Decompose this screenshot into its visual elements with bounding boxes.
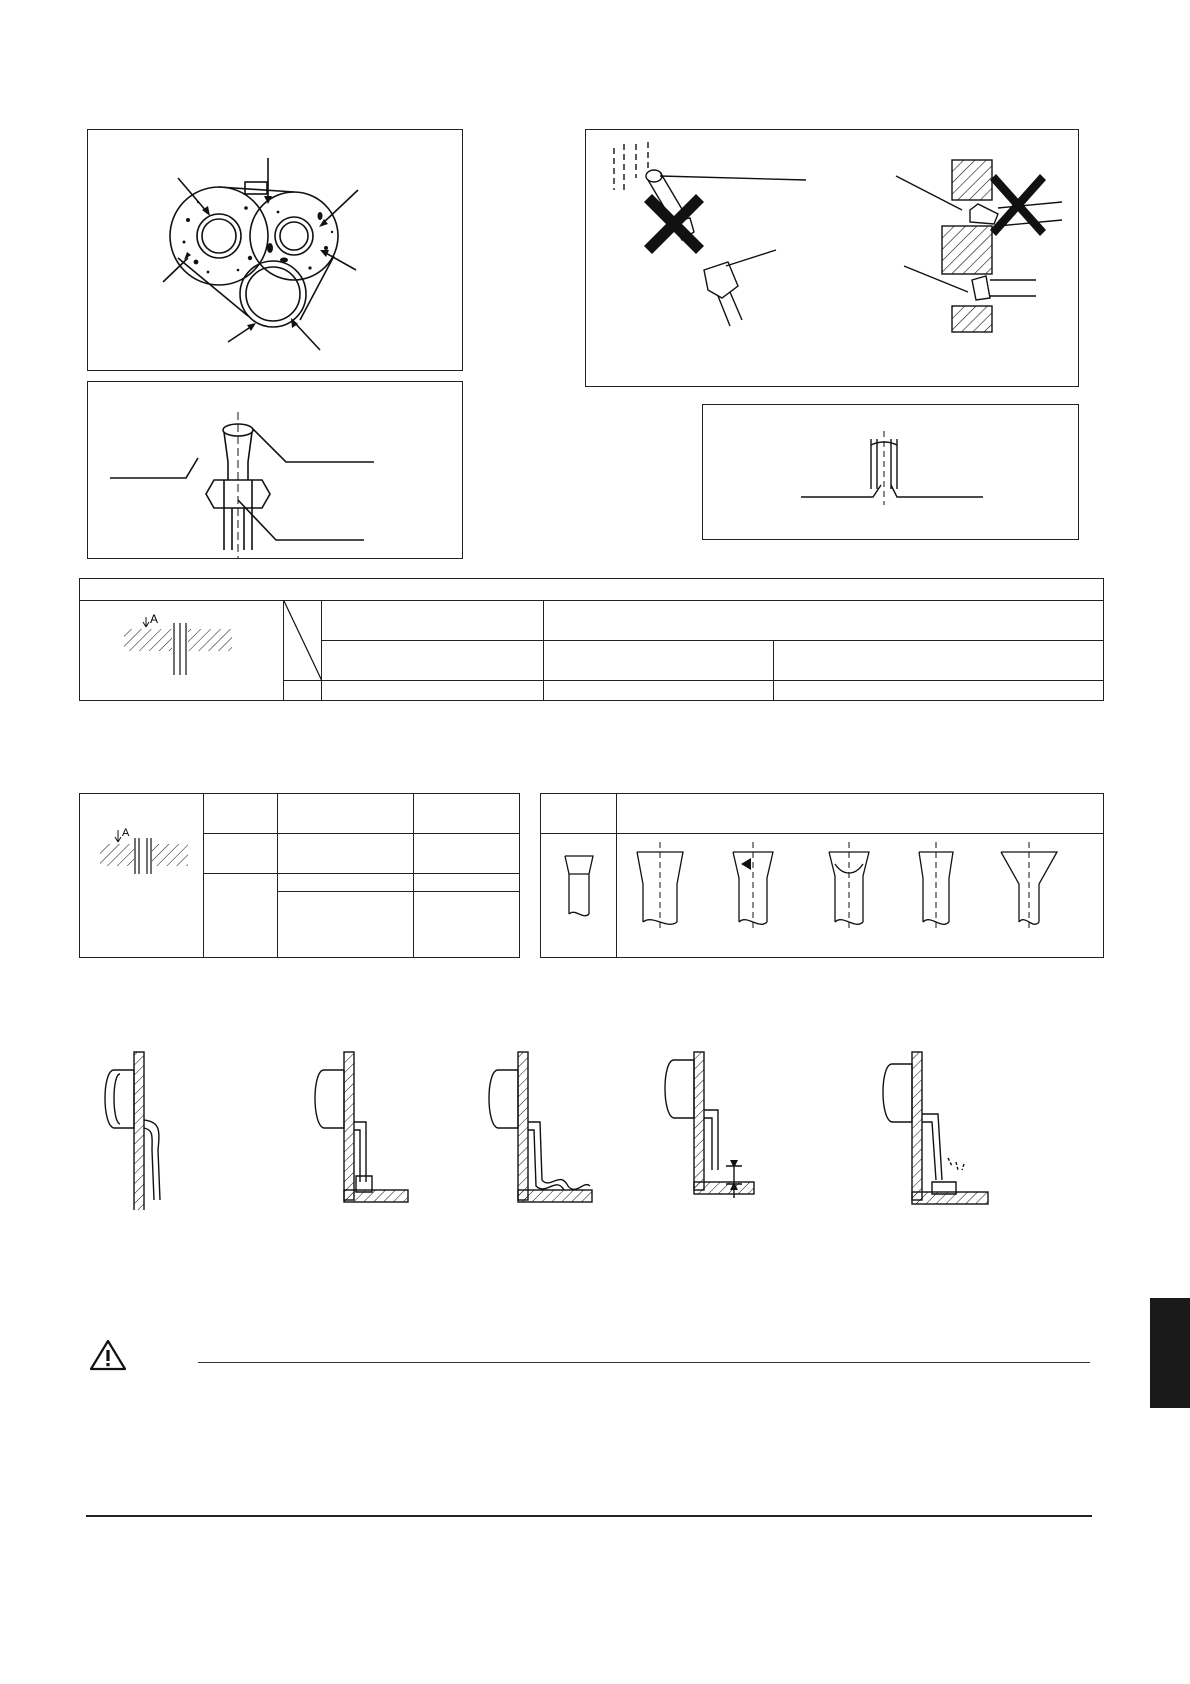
dimension-a-diagram-cell-2 (80, 794, 204, 958)
warning-divider (198, 1362, 1090, 1363)
pipe-cut-figure (702, 404, 1079, 540)
correct-flare-drawing (541, 834, 617, 958)
dimension-a-diagram-cell (80, 601, 284, 701)
warning-triangle-icon (88, 1338, 128, 1372)
dimension-a-label: A (150, 612, 159, 626)
footer-rule (86, 1515, 1092, 1517)
pipe-cut-drawing (703, 405, 1080, 541)
diagonal-cell (284, 601, 322, 681)
flare-handling-figure (585, 129, 1079, 387)
incorrect-flares-cell (617, 834, 1104, 958)
table-header-row (80, 579, 1104, 601)
flare-tool-table (79, 793, 520, 958)
dimension-a-label-2: A (122, 827, 130, 839)
pipe-insulation-drawing (88, 130, 464, 372)
section-tab (1150, 1298, 1190, 1408)
incorrect-flares-drawing (617, 834, 1104, 958)
dimension-a-diagram-2 (80, 794, 204, 960)
flare-shape-table (540, 793, 1104, 958)
flare-dimension-table (79, 578, 1104, 701)
dimension-a-diagram (80, 601, 284, 699)
drain-hose-figures (90, 1010, 1110, 1210)
flare-handling-drawing (586, 130, 1080, 388)
flare-nut-figure (87, 381, 463, 559)
correct-flare-cell (541, 834, 617, 958)
pipe-insulation-figure (87, 129, 463, 371)
flare-nut-drawing (88, 382, 464, 560)
